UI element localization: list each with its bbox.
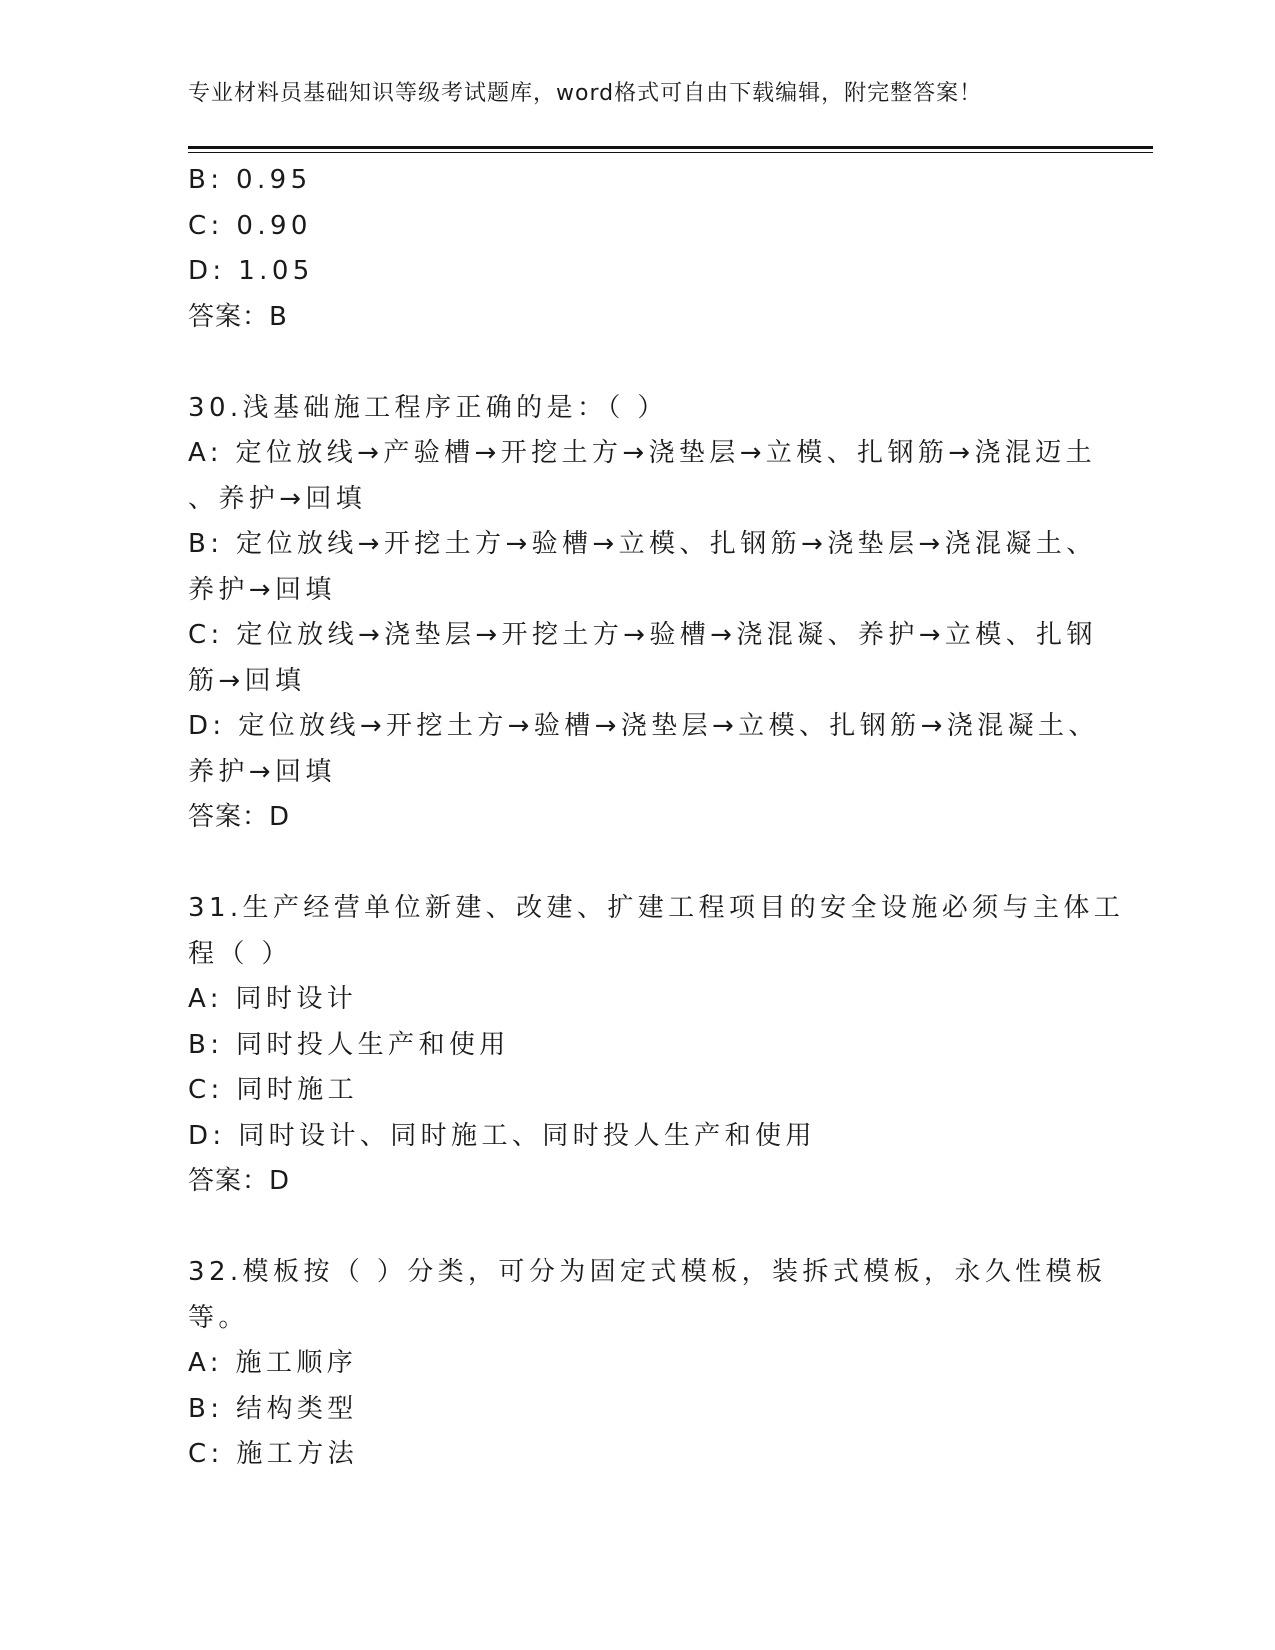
question-line: A: 定位放线→产验槽→开挖土方→浇垫层→立模、扎钢筋→浇混迈土 xyxy=(188,438,1097,468)
question-line: 等。 xyxy=(188,1302,249,1333)
spacer xyxy=(188,841,1088,887)
page-header-title: 专业材料员基础知识等级考试题库，word格式可自由下载编辑，附完整答案！ xyxy=(188,81,983,106)
question-line: A: 施工顺序 xyxy=(188,1348,358,1378)
question-line: A: 同时设计 xyxy=(188,984,358,1014)
header-rule-thick xyxy=(188,146,1153,149)
spacer xyxy=(188,1205,1088,1251)
answer-line: 答案：D xyxy=(188,802,291,832)
question-line: C: 施工方法 xyxy=(188,1439,358,1469)
question-line: 、养护→回填 xyxy=(188,483,367,514)
spacer xyxy=(188,340,1088,386)
question-line: C: 0.90 xyxy=(188,210,312,241)
question-line: D: 同时设计、同时施工、同时投人生产和使用 xyxy=(188,1120,816,1151)
question-line: 32.模板按（ ）分类，可分为固定式模板，装拆式模板，永久性模板 xyxy=(188,1257,1107,1287)
answer-line: 答案：B xyxy=(188,301,288,332)
answer-line: 答案：D xyxy=(188,1166,291,1196)
question-line: D: 定位放线→开挖土方→验槽→浇垫层→立模、扎钢筋→浇混凝土、 xyxy=(188,711,1099,741)
question-line: B: 同时投人生产和使用 xyxy=(188,1029,510,1060)
header-rule-thin xyxy=(188,152,1153,153)
question-line: C: 定位放线→浇垫层→开挖土方→验槽→浇混凝、养护→立模、扎钢 xyxy=(188,620,1097,650)
question-line: B: 定位放线→开挖土方→验槽→立模、扎钢筋→浇垫层→浇混凝土、 xyxy=(188,529,1097,559)
question-line: 养护→回填 xyxy=(188,756,336,787)
question-line: B: 0.95 xyxy=(188,165,312,195)
question-line: 养护→回填 xyxy=(188,574,336,605)
question-line: B: 结构类型 xyxy=(188,1393,358,1424)
question-line: 程（ ） xyxy=(188,938,292,969)
question-line: 筋→回填 xyxy=(188,665,306,696)
question-line: C: 同时施工 xyxy=(188,1075,358,1105)
question-line: D: 1.05 xyxy=(188,256,314,286)
question-line: 30.浅基础施工程序正确的是：（ ） xyxy=(188,392,668,423)
question-content xyxy=(188,158,1125,1478)
question-line: 31.生产经营单位新建、改建、扩建工程项目的安全设施必须与主体工 xyxy=(188,893,1125,923)
